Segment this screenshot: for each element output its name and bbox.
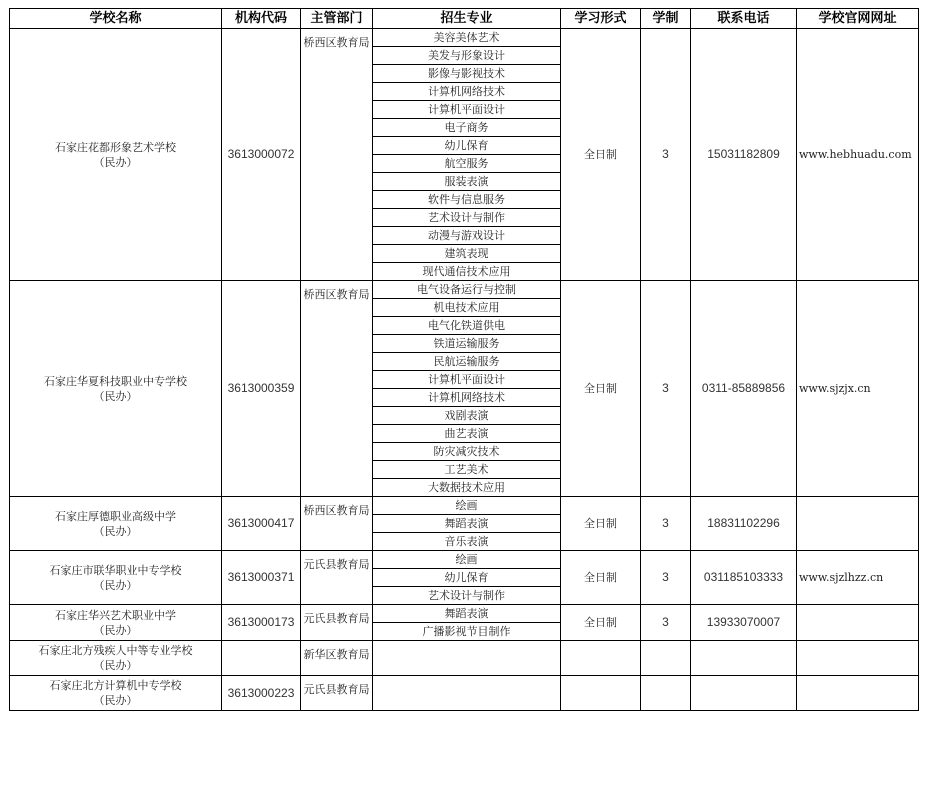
major-cell: 民航运输服务	[373, 353, 561, 371]
study-mode-cell: 全日制	[561, 281, 641, 497]
major-cell: 幼儿保育	[373, 137, 561, 155]
header-dept: 主管部门	[301, 9, 373, 29]
org-code-cell: 3613000417	[222, 497, 301, 551]
header-website: 学校官网网址	[797, 9, 919, 29]
dept-cell: 新华区教育局	[301, 641, 373, 676]
major-cell: 绘画	[373, 497, 561, 515]
major-cell: 影像与影视技术	[373, 65, 561, 83]
table-row	[10, 497, 919, 515]
phone-cell: 031185103333	[691, 551, 797, 605]
years-cell: 3	[641, 29, 691, 281]
school-name: 石家庄花都形象艺术学校	[55, 140, 176, 154]
major-cell: 工艺美术	[373, 461, 561, 479]
major-cell: 计算机网络技术	[373, 83, 561, 101]
school-name-cell	[10, 641, 222, 676]
school-name-cell	[10, 551, 222, 605]
major-cell	[373, 641, 561, 676]
org-code-cell: 3613000173	[222, 605, 301, 641]
school-table	[9, 8, 919, 711]
org-code-cell: 3613000223	[222, 676, 301, 711]
phone-cell: 15031182809	[691, 29, 797, 281]
phone-cell	[691, 676, 797, 711]
school-type: （民办）	[93, 623, 138, 637]
school-name-cell	[10, 497, 222, 551]
school-type: （民办）	[93, 155, 138, 169]
school-name-cell	[10, 605, 222, 641]
major-cell: 计算机平面设计	[373, 371, 561, 389]
website-cell: www.sjzlhzz.cn	[797, 551, 919, 605]
major-cell: 舞蹈表演	[373, 605, 561, 623]
major-cell: 大数据技术应用	[373, 479, 561, 497]
table-row	[10, 641, 919, 676]
table-row	[10, 29, 919, 47]
major-cell: 软件与信息服务	[373, 191, 561, 209]
major-cell: 艺术设计与制作	[373, 587, 561, 605]
dept-cell: 桥西区教育局	[301, 497, 373, 551]
major-cell: 美发与形象设计	[373, 47, 561, 65]
study-mode-cell	[561, 676, 641, 711]
header-code: 机构代码	[222, 9, 301, 29]
major-cell: 现代通信技术应用	[373, 263, 561, 281]
school-type: （民办）	[93, 659, 138, 672]
header-years: 学制	[641, 9, 691, 29]
major-cell: 电气设备运行与控制	[373, 281, 561, 299]
website-cell	[797, 676, 919, 711]
school-name: 石家庄北方残疾人中等专业学校	[38, 644, 193, 657]
dept-cell: 元氏县教育局	[301, 551, 373, 605]
years-cell	[641, 676, 691, 711]
major-cell: 曲艺表演	[373, 425, 561, 443]
table-row	[10, 605, 919, 623]
school-type: （民办）	[93, 524, 138, 538]
dept-cell: 桥西区教育局	[301, 29, 373, 281]
phone-cell: 13933070007	[691, 605, 797, 641]
table-body	[10, 29, 919, 711]
phone-cell: 18831102296	[691, 497, 797, 551]
study-mode-cell: 全日制	[561, 551, 641, 605]
major-cell: 防灾减灾技术	[373, 443, 561, 461]
dept-cell: 元氏县教育局	[301, 605, 373, 641]
major-cell: 电子商务	[373, 119, 561, 137]
phone-cell	[691, 641, 797, 676]
school-name-cell	[10, 676, 222, 711]
major-cell: 机电技术应用	[373, 299, 561, 317]
major-cell: 铁道运输服务	[373, 335, 561, 353]
major-cell: 建筑表现	[373, 245, 561, 263]
header-phone: 联系电话	[691, 9, 797, 29]
major-cell: 动漫与游戏设计	[373, 227, 561, 245]
years-cell: 3	[641, 497, 691, 551]
major-cell: 戏剧表演	[373, 407, 561, 425]
school-type: （民办）	[93, 694, 138, 707]
org-code-cell: 3613000072	[222, 29, 301, 281]
dept-cell: 元氏县教育局	[301, 676, 373, 711]
org-code-cell: 3613000359	[222, 281, 301, 497]
table-row	[10, 551, 919, 569]
years-cell: 3	[641, 551, 691, 605]
major-cell: 航空服务	[373, 155, 561, 173]
school-name: 石家庄华兴艺术职业中学	[55, 608, 176, 622]
major-cell: 电气化铁道供电	[373, 317, 561, 335]
study-mode-cell: 全日制	[561, 497, 641, 551]
school-name: 石家庄市联华职业中专学校	[49, 563, 182, 577]
years-cell: 3	[641, 281, 691, 497]
major-cell: 美容美体艺术	[373, 29, 561, 47]
major-cell: 艺术设计与制作	[373, 209, 561, 227]
website-cell	[797, 605, 919, 641]
table-row	[10, 281, 919, 299]
header-school-name: 学校名称	[10, 9, 222, 29]
study-mode-cell: 全日制	[561, 29, 641, 281]
major-cell: 服装表演	[373, 173, 561, 191]
major-cell: 计算机平面设计	[373, 101, 561, 119]
major-cell	[373, 676, 561, 711]
study-mode-cell	[561, 641, 641, 676]
dept-cell: 桥西区教育局	[301, 281, 373, 497]
table-row	[10, 676, 919, 711]
major-cell: 绘画	[373, 551, 561, 569]
org-code-cell: 3613000371	[222, 551, 301, 605]
years-cell	[641, 641, 691, 676]
header-row	[10, 9, 919, 29]
school-name-cell	[10, 29, 222, 281]
major-cell: 音乐表演	[373, 533, 561, 551]
major-cell: 计算机网络技术	[373, 389, 561, 407]
website-cell: www.hebhuadu.com	[797, 29, 919, 281]
major-cell: 舞蹈表演	[373, 515, 561, 533]
header-mode: 学习形式	[561, 9, 641, 29]
website-cell	[797, 641, 919, 676]
school-name: 石家庄华夏科技职业中专学校	[44, 374, 187, 388]
study-mode-cell: 全日制	[561, 605, 641, 641]
website-cell: www.sjzjx.cn	[797, 281, 919, 497]
major-cell: 幼儿保育	[373, 569, 561, 587]
phone-cell: 0311-85889856	[691, 281, 797, 497]
org-code-cell	[222, 641, 301, 676]
school-name: 石家庄北方计算机中专学校	[49, 679, 182, 692]
website-cell	[797, 497, 919, 551]
school-type: （民办）	[93, 389, 138, 403]
years-cell: 3	[641, 605, 691, 641]
major-cell: 广播影视节目制作	[373, 623, 561, 641]
school-name: 石家庄厚德职业高级中学	[55, 509, 176, 523]
school-name-cell	[10, 281, 222, 497]
header-major: 招生专业	[373, 9, 561, 29]
school-type: （民办）	[93, 578, 138, 592]
